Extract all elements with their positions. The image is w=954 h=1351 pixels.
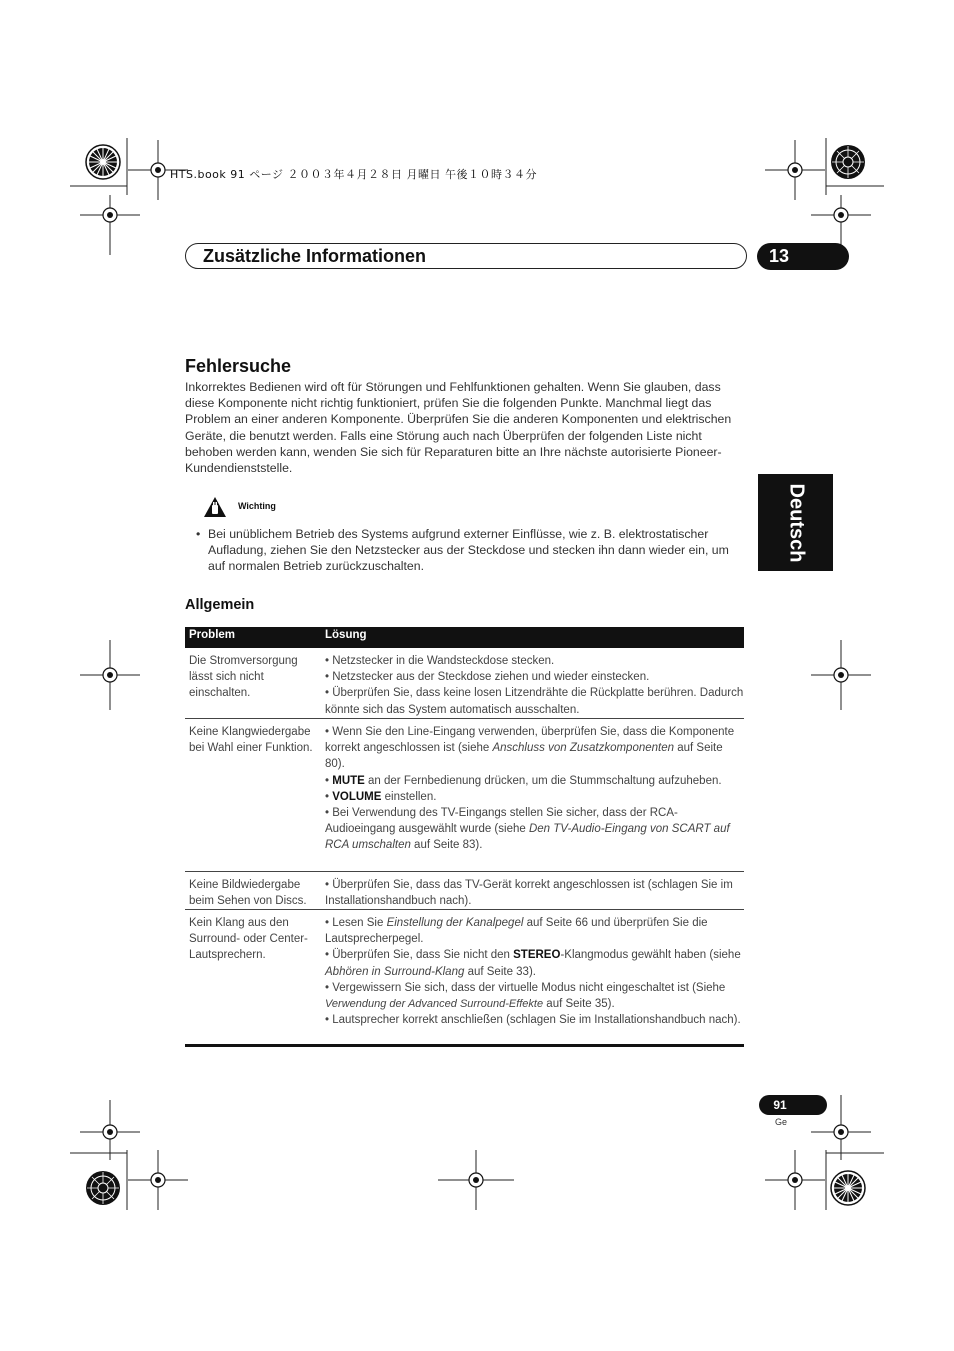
page-reference: Den TV-Audio-Eingang von SCART auf RCA umschalten: [325, 823, 730, 852]
button-name: MUTE: [332, 774, 365, 787]
table-row: [185, 648, 744, 719]
page-reference: Abhören in Surround-Klang: [325, 965, 465, 978]
header-problem: Problem: [189, 629, 236, 641]
section-title: Fehlersuche: [185, 356, 292, 376]
solution-item: • Vergewissern Sie sich, dass der virtuelle Modus nicht eingeschaltet ist (Siehe Verwendung der Advanced Surround-Effekte auf Seite 35).: [325, 981, 726, 1011]
print-header: HTS.book 91 ページ ２００３年４月２８日 月曜日 午後１０時３４分: [170, 168, 538, 181]
solution-cell: [325, 724, 744, 854]
solution-cell: [325, 653, 744, 718]
table-row: [185, 910, 744, 1047]
chapter-number: 13: [757, 243, 849, 270]
bullet-dot: •: [196, 527, 201, 541]
problem-cell: Kein Klang aus den Surround- oder Center-Lautsprechern.: [189, 917, 308, 962]
solution-item: • Überprüfen Sie, dass Sie nicht den STEREO-Klangmodus gewählt haben (siehe Abhören in Surround-Klang auf Seite 33).: [325, 949, 741, 978]
troubleshooting-table: [185, 627, 744, 1047]
problem-cell: Die Stromversorgung lässt sich nicht einschalten.: [189, 655, 298, 700]
solution-item: • MUTE an der Fernbedienung drücken, um die Stummschaltung aufzuheben.: [325, 774, 722, 787]
solution-cell: [325, 915, 744, 1028]
problem-cell: Keine Klangwiedergabe bei Wahl einer Funktion.: [189, 726, 313, 755]
language-tab: [758, 474, 833, 571]
page-reference: Verwendung der Advanced Surround-Effekte: [325, 998, 544, 1011]
table-row: [185, 872, 744, 910]
solution-item: • Bei Verwendung des TV-Eingangs stellen Sie sicher, dass der RCA-Audioeingang ausgewählt wurde (siehe Den TV-Audio-Eingang von SCART auf RCA umschalten auf Seite 83).: [325, 807, 730, 852]
solution-item: • Netzstecker in die Wandsteckdose stecken.: [325, 655, 555, 667]
mode-name: STEREO: [513, 949, 561, 962]
button-name: VOLUME: [332, 790, 382, 803]
solution-item: • Wenn Sie den Line-Eingang verwenden, überprüfen Sie, dass die Komponente korrekt angeschlossen ist (siehe Anschluss von Zusatzkomponenten auf Seite 80).: [325, 726, 735, 771]
important-note: [196, 526, 746, 576]
page-language-code: Ge: [775, 1117, 788, 1127]
important-icon: [203, 496, 227, 523]
solution-item: • Lautsprecher korrekt anschließen (schlagen Sie im Installationshandbuch nach).: [325, 1014, 741, 1027]
chapter-title: Zusätzliche Informationen: [203, 246, 427, 266]
language-tab-label: Deutsch: [785, 483, 807, 562]
solution-cell: [325, 877, 744, 909]
solution-item: • Überprüfen Sie, dass das TV-Gerät korrekt angeschlossen ist (schlagen Sie im Installationshandbuch nach).: [325, 879, 733, 908]
subsection-title: Allgemein: [185, 597, 255, 613]
problem-cell: Keine Bildwiedergabe beim Sehen von Discs.: [189, 879, 307, 908]
page-number: 91: [759, 1095, 827, 1115]
table-row: [185, 719, 744, 872]
solution-item: • Netzstecker aus der Steckdose ziehen und wieder einstecken.: [325, 671, 650, 684]
header-solution: Lösung: [325, 629, 367, 641]
important-note-text: Bei unüblichem Betrieb des Systems aufgrund externer Einflüsse, wie z. B. elektrostatischer Aufladung, ziehen Sie den Netzstecker aus der Steckdose und stecken ihn dann wieder ein, um auf normalen Betrieb zurückzuschalten.: [208, 527, 729, 574]
intro-paragraph: Inkorrektes Bedienen wird oft für Störungen und Fehlfunktionen gehalten. Wenn Sie glauben, dass diese Komponente nicht richtig funktioniert, prüfen Sie die folgenden Punkte. Manchmal liegt das Problem an einer anderen Komponente. Überprüfen Sie die anderen Komponenten und elektrischen Geräte, die benutzt werden. Falls eine Störung auch nach Überprüfen der folgenden Liste nicht behoben werden kann, wenden Sie sich für Reparaturen bitte an Ihre nächste autorisierte Pioneer-Kundendienststelle.: [185, 380, 732, 476]
page-reference: Anschluss von Zusatzkomponenten: [492, 742, 675, 755]
table-header: [185, 627, 744, 648]
solution-item: • Überprüfen Sie, dass keine losen Litzendrähte die Rückplatte berühren. Dadurch könnte sich das System automatisch ausschalten.: [325, 687, 744, 716]
solution-item: • Lesen Sie Einstellung der Kanalpegel auf Seite 66 und überprüfen Sie die Lautsprecherpegel.: [325, 917, 708, 946]
page-reference: Einstellung der Kanalpegel: [386, 917, 524, 929]
solution-item: • VOLUME einstellen.: [325, 790, 437, 803]
important-label: Wichting: [238, 501, 276, 511]
